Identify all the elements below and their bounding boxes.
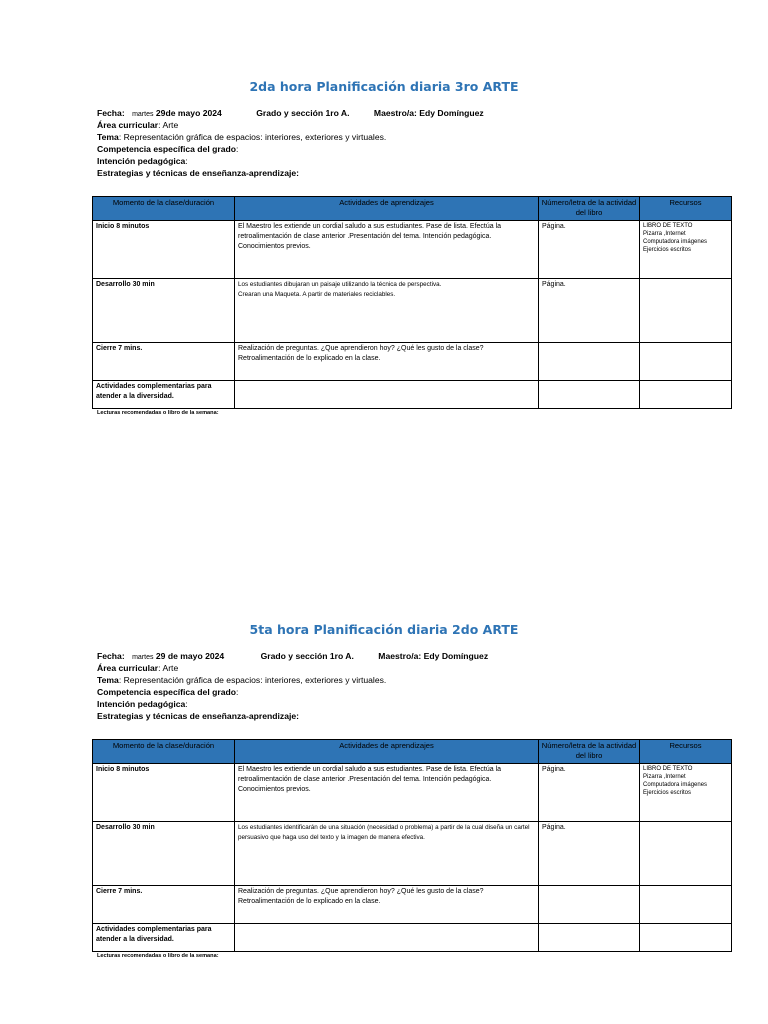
- plan-table: [92, 739, 732, 952]
- fecha-label: Fecha:: [97, 651, 125, 661]
- table-row: [93, 381, 732, 409]
- fecha-value: 29 de mayo 2024: [155, 651, 225, 661]
- area-label: Área curricular: [97, 120, 159, 130]
- area-label: Área curricular: [97, 663, 159, 673]
- recurso-item: Ejercicios escritos: [643, 790, 692, 796]
- table-row: [93, 221, 732, 279]
- table-row: [93, 924, 732, 952]
- table-row: [93, 343, 732, 381]
- header-numero: Número/letra de la actividad del libro: [539, 197, 640, 221]
- recursos-inicio: [640, 221, 732, 279]
- competencia-colon: :: [235, 687, 239, 697]
- fecha-day: martes: [132, 654, 154, 661]
- momento-inicio: Inicio 8 minutos: [93, 764, 235, 822]
- header-numero: Número/letra de la actividad del libro: [539, 740, 640, 764]
- competencia-label: Competencia específica del grado: [97, 687, 236, 697]
- actividad-desarrollo: [235, 822, 539, 886]
- momento-inicio: Inicio 8 minutos: [93, 221, 235, 279]
- actividad-line: Los estudiantes dibujaran un paisaje utilizando la técnica de perspectiva.: [238, 281, 442, 288]
- pagina-cierre: [539, 886, 640, 924]
- header-actividades: Actividades de aprendizajes: [235, 740, 539, 764]
- recursos-complementaria: [640, 924, 732, 952]
- recurso-item: Ejercicios escritos: [643, 247, 692, 253]
- plan-title: 5ta hora Planificación diaria 2do ARTE: [249, 622, 519, 637]
- actividad-cierre: [235, 886, 539, 924]
- recursos-cierre: [640, 886, 732, 924]
- actividad-line: Los estudiantes identificarán de una situación (necesidad o problema) a partir de la cual diseña un cartel persuasivo que haga uso del texto y la imagen de manera efectiva.: [238, 824, 530, 841]
- actividades-complementarias: Actividades complementarias para atender a la diversidad.: [93, 924, 235, 952]
- fecha-value: 29de mayo 2024: [155, 108, 222, 118]
- pagina-complementaria: [539, 924, 640, 952]
- intencion-colon: :: [185, 699, 188, 709]
- actividad-inicio: El Maestro les extiende un cordial saludo a sus estudiantes. Pase de lista. Efectúa la retroalimentación de clase anterior .Presentación del tema. Intención pedagógica. Conocimientos previos.: [235, 764, 539, 822]
- header-momento: Momento de la clase/duración: [93, 197, 235, 221]
- recurso-item: Pizarra ,Internet: [643, 774, 686, 780]
- actividad-complementaria: [235, 381, 539, 409]
- area-value: : Arte: [158, 120, 179, 130]
- header-recursos: Recursos: [640, 197, 732, 221]
- header-actividades: Actividades de aprendizajes: [235, 197, 539, 221]
- actividad-desarrollo: [235, 279, 539, 343]
- pagina-cierre: [539, 343, 640, 381]
- actividad-line: Retroalimentación de lo explicado en la clase.: [238, 355, 381, 362]
- header-recursos: Recursos: [640, 740, 732, 764]
- tema-label: Tema: [97, 675, 119, 685]
- actividad-line: Crearan una Maqueta. A partir de materiales reciclables.: [238, 291, 396, 298]
- actividad-cierre: [235, 343, 539, 381]
- intencion-label: Intención pedagógica: [97, 156, 186, 166]
- estrategias-label: Estrategias y técnicas de enseñanza-aprendizaje:: [97, 711, 300, 721]
- recurso-item: Computadora imágenes: [643, 782, 708, 788]
- recursos-desarrollo: [640, 822, 732, 886]
- plan-title: 2da hora Planificación diaria 3ro ARTE: [249, 79, 519, 94]
- pagina-inicio: Página.: [539, 764, 640, 822]
- momento-cierre: Cierre 7 mins.: [93, 886, 235, 924]
- plan-header-info: [97, 107, 484, 179]
- actividad-inicio: El Maestro les extiende un cordial saludo a sus estudiantes. Pase de lista. Efectúa la retroalimentación de clase anterior .Presentación del tema. Intención pedagógica. Conocimientos previos.: [235, 221, 539, 279]
- competencia-label: Competencia específica del grado: [97, 144, 236, 154]
- plan-header-info: [97, 650, 488, 722]
- area-value: : Arte: [158, 663, 179, 673]
- actividad-complementaria: [235, 924, 539, 952]
- actividad-line: Realización de preguntas. ¿Que aprendieron hoy? ¿Qué les gusto de la clase?: [238, 345, 484, 352]
- pagina-desarrollo: Página.: [539, 822, 640, 886]
- lecturas-recomendadas: Lecturas recomendadas o libro de la semana:: [97, 410, 219, 416]
- table-header-row: [93, 197, 732, 221]
- tema-value: : Representación gráfica de espacios: interiores, exteriores y virtuales.: [118, 132, 387, 142]
- table-row: [93, 886, 732, 924]
- pagina-desarrollo: Página.: [539, 279, 640, 343]
- grado-seccion: Grado y sección 1ro A.: [256, 108, 350, 118]
- table-header-row: [93, 740, 732, 764]
- plan-table: [92, 196, 732, 409]
- recursos-desarrollo: [640, 279, 732, 343]
- momento-desarrollo: Desarrollo 30 min: [93, 822, 235, 886]
- momento-desarrollo: Desarrollo 30 min: [93, 279, 235, 343]
- estrategias-label: Estrategias y técnicas de enseñanza-aprendizaje:: [97, 168, 300, 178]
- recursos-inicio: [640, 764, 732, 822]
- recurso-item: Computadora imágenes: [643, 239, 708, 245]
- fecha-day: martes: [132, 111, 154, 118]
- header-momento: Momento de la clase/duración: [93, 740, 235, 764]
- intencion-label: Intención pedagógica: [97, 699, 186, 709]
- recursos-cierre: [640, 343, 732, 381]
- fecha-label: Fecha:: [97, 108, 125, 118]
- recurso-item: LIBRO DE TEXTO: [643, 766, 693, 772]
- competencia-colon: :: [235, 144, 239, 154]
- pagina-inicio: Página.: [539, 221, 640, 279]
- actividad-line: Retroalimentación de lo explicado en la clase.: [238, 898, 381, 905]
- intencion-colon: :: [185, 156, 188, 166]
- tema-value: : Representación gráfica de espacios: interiores, exteriores y virtuales.: [118, 675, 387, 685]
- recurso-item: Pizarra ,Internet: [643, 231, 686, 237]
- recurso-item: LIBRO DE TEXTO: [643, 223, 693, 229]
- table-row: [93, 822, 732, 886]
- maestro: Maestro/a: Edy Domínguez: [378, 651, 489, 661]
- grado-seccion: Grado y sección 1ro A.: [260, 651, 354, 661]
- table-row: [93, 764, 732, 822]
- maestro: Maestro/a: Edy Domínguez: [373, 108, 484, 118]
- tema-label: Tema: [97, 132, 119, 142]
- table-row: [93, 279, 732, 343]
- pagina-complementaria: [539, 381, 640, 409]
- lecturas-recomendadas: Lecturas recomendadas o libro de la semana:: [97, 953, 219, 959]
- actividades-complementarias: Actividades complementarias para atender a la diversidad.: [93, 381, 235, 409]
- actividad-line: Realización de preguntas. ¿Que aprendieron hoy? ¿Qué les gusto de la clase?: [238, 888, 484, 895]
- momento-cierre: Cierre 7 mins.: [93, 343, 235, 381]
- recursos-complementaria: [640, 381, 732, 409]
